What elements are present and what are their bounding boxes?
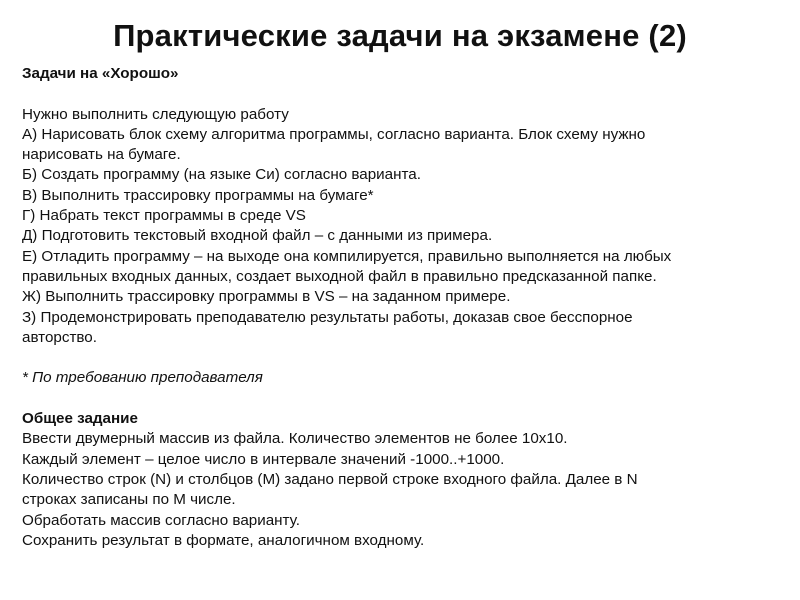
task-line: правильных входных данных, создает выходной файл в правильно предсказанной папке.: [22, 267, 657, 285]
slide-title: Практические задачи на экзамене (2): [113, 18, 687, 53]
task-line: Г) Набрать текст программы в среде VS: [22, 207, 306, 225]
task-line: Ж) Выполнить трассировку программы в VS – на заданном примере.: [22, 288, 511, 306]
spacer: [22, 84, 782, 104]
task-line: Б) Создать программу (на языке Си) согласно варианта.: [22, 166, 421, 184]
footnote: * По требованию преподавателя: [22, 369, 263, 387]
slide-content: [22, 64, 782, 551]
task-line: В) Выполнить трассировку программы на бумаге*: [22, 186, 374, 204]
general-task-line: Ввести двумерный массив из файла. Количество элементов не более 10х10.: [22, 430, 568, 448]
general-task-line: Количество строк (N) и столбцов (M) задано первой строке входного файла. Далее в N: [22, 470, 638, 488]
intro-text: Нужно выполнить следующую работу: [22, 105, 289, 123]
task-line: Д) Подготовить текстовый входной файл – с данными из примера.: [22, 227, 493, 245]
task-line: З) Продемонстрировать преподавателю результаты работы, доказав свое бесспорное: [22, 308, 633, 326]
section-good-heading: Задачи на «Хорошо»: [22, 65, 179, 82]
task-line: Е) Отладить программу – на выходе она компилируется, правильно выполняется на любых: [22, 247, 672, 265]
task-line: А) Нарисовать блок схему алгоритма программы, согласно варианта. Блок схему нужно: [22, 125, 646, 143]
general-task-line: Сохранить результат в формате, аналогичном входному.: [22, 531, 425, 549]
task-line: нарисовать на бумаге.: [22, 146, 181, 164]
task-line: авторство.: [22, 328, 97, 346]
spacer: [22, 389, 782, 409]
spacer: [22, 348, 782, 368]
general-task-heading: Общее задание: [22, 410, 138, 428]
general-task-line: Каждый элемент – целое число в интервале значений -1000..+1000.: [22, 450, 505, 468]
general-task-line: строках записаны по M числе.: [22, 491, 236, 509]
general-task-line: Обработать массив согласно варианту.: [22, 511, 300, 529]
